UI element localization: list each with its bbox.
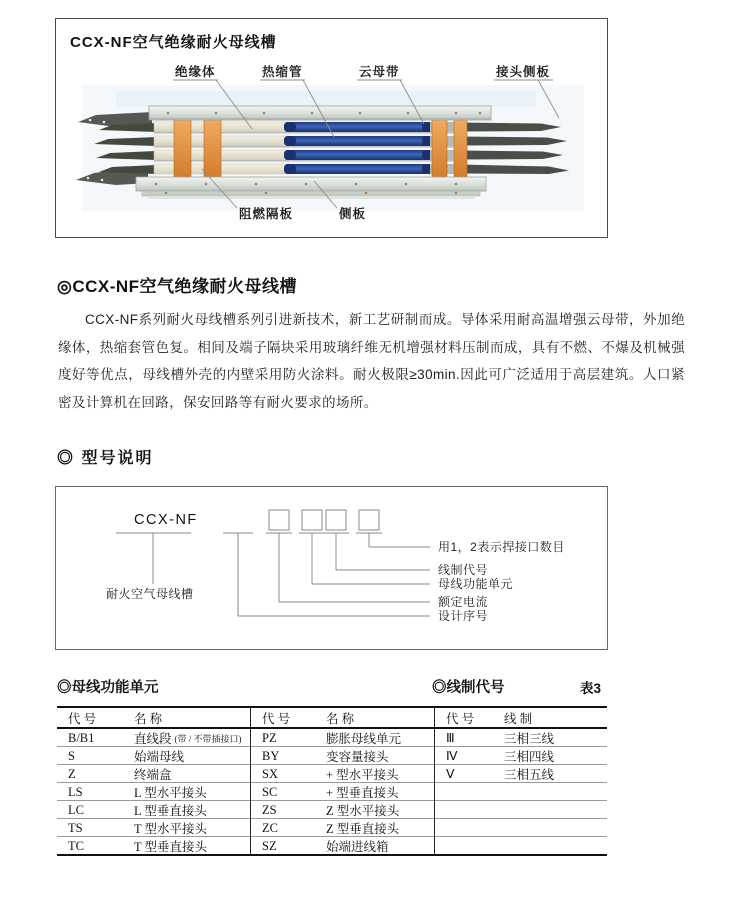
table-cell: Ⅴ [446,767,455,781]
table-cell: SC [262,784,278,799]
table-cell: 三相四线 [504,750,555,764]
table-cell [493,801,607,819]
table-cell: T 型垂直接头 [123,837,251,855]
table-cell: TS [68,820,83,835]
table-cell [493,783,607,801]
column-header: 代 号 [262,711,291,726]
table-row [57,747,607,765]
model-label-function: 母线功能单元 [438,577,514,591]
model-box [55,486,608,650]
model-digit-box [302,510,322,530]
table-cell: 终端盒 [123,765,251,783]
top-channel [149,106,491,120]
table-cell: + 型水平接头 [315,765,435,783]
model-label-current: 额定电流 [438,595,489,609]
table-row [57,837,607,854]
table-cell: SZ [262,838,277,853]
column-header: 代 号 [68,711,97,726]
model-digit-box [269,510,289,530]
table-cell: S [68,748,75,763]
bottom-channel [136,177,486,199]
photo-sky-tint [116,91,536,107]
model-label-design: 设计序号 [438,609,489,623]
table-cell: LC [68,802,84,817]
spec-table [57,706,607,856]
model-label-wiring: 线制代号 [438,563,489,577]
table-cell: 三相三线 [504,732,555,746]
intro-paragraph: CCX-NF系列耐火母线槽系列引进新技术，新工艺研制而成。导体采用耐高温增强云母带，外加绝缘体，热缩套管色复。相间及端子隔块采用玻璃纤维无机增强材料压制而成，具有不燃、不爆及机械强度好等优点，母线槽外壳的内壁采用防火涂料。耐火极限≥30min.因此可广泛适用于高层建筑。人口紧密及计算机在回路，保安回路等有耐火要求的场所。 [58,312,685,410]
table-cell: 三相五线 [504,768,555,782]
table-cell: Z 型水平接头 [315,801,435,819]
table-cell: 变容量接头 [315,747,435,765]
table-cell: 始端进线箱 [315,837,435,855]
callout-label: 绝缘体 [175,65,216,79]
table-cell: L 型垂直接头 [123,801,251,819]
model-digit-box [359,510,379,530]
table-cell: Ⅳ [446,749,458,763]
table-cell: Z [68,766,76,781]
table-cell: B/B1 [68,730,95,745]
table-cell: + 型垂直接头 [315,783,435,801]
section-heading-model: ◎ 型号说明 [57,450,154,467]
product-illustration [56,19,609,239]
spec-table-body [57,729,607,854]
section-heading-product: ◎CCX-NF空气绝缘耐火母线槽 [57,277,298,296]
table-cell: Ⅲ [446,731,455,745]
table-cell: LS [68,784,83,799]
section-heading-wire-codes: ◎线制代号 [432,680,505,696]
column-header: 名 称 [123,708,251,727]
column-header: 代 号 [446,711,475,726]
column-header: 线 制 [504,711,533,726]
table-cell: Z 型垂直接头 [315,819,435,837]
table-cell [493,837,607,855]
table-row [57,729,607,747]
product-box [55,18,608,238]
callout-label: 阻燃隔板 [239,207,294,221]
table-cell: ZS [262,802,277,817]
table-cell [435,783,493,801]
table-cell: 膨胀母线单元 [315,729,435,747]
table-row [57,765,607,783]
table-cell: PZ [262,730,277,745]
model-base-label: 耐火空气母线槽 [106,587,194,601]
model-digit-box [326,510,346,530]
table-cell [493,819,607,837]
callout-label: 侧板 [339,207,367,221]
table-cell: 始端母线 [123,747,251,765]
product-title: CCX-NF空气绝缘耐火母线槽 [70,34,277,51]
callout-label: 接头侧板 [496,65,551,79]
model-label-ports: 用1，2表示捍接口数目 [438,540,565,554]
model-prefix: CCX-NF [134,512,198,528]
callout-label: 热缩管 [262,65,303,79]
table-row [57,819,607,837]
table-cell [435,837,493,855]
spec-table-header [57,708,607,729]
table-row [57,801,607,819]
table-cell: ZC [262,820,278,835]
table-cell: 直线段 (带 / 不带插接口) [123,729,251,747]
table-cell [435,819,493,837]
table-cell: BY [262,748,280,763]
column-header: 名 称 [315,708,435,727]
table-cell: SX [262,766,278,781]
table-row [57,783,607,801]
table-cell: TC [68,838,84,853]
model-diagram [56,487,607,649]
table-cell: T 型水平接头 [123,819,251,837]
callout-label: 云母带 [359,65,400,79]
table-cell [435,801,493,819]
table-number: 表3 [580,681,602,696]
table-cell: L 型水平接头 [123,783,251,801]
section-heading-function-units: ◎母线功能单元 [57,680,159,696]
